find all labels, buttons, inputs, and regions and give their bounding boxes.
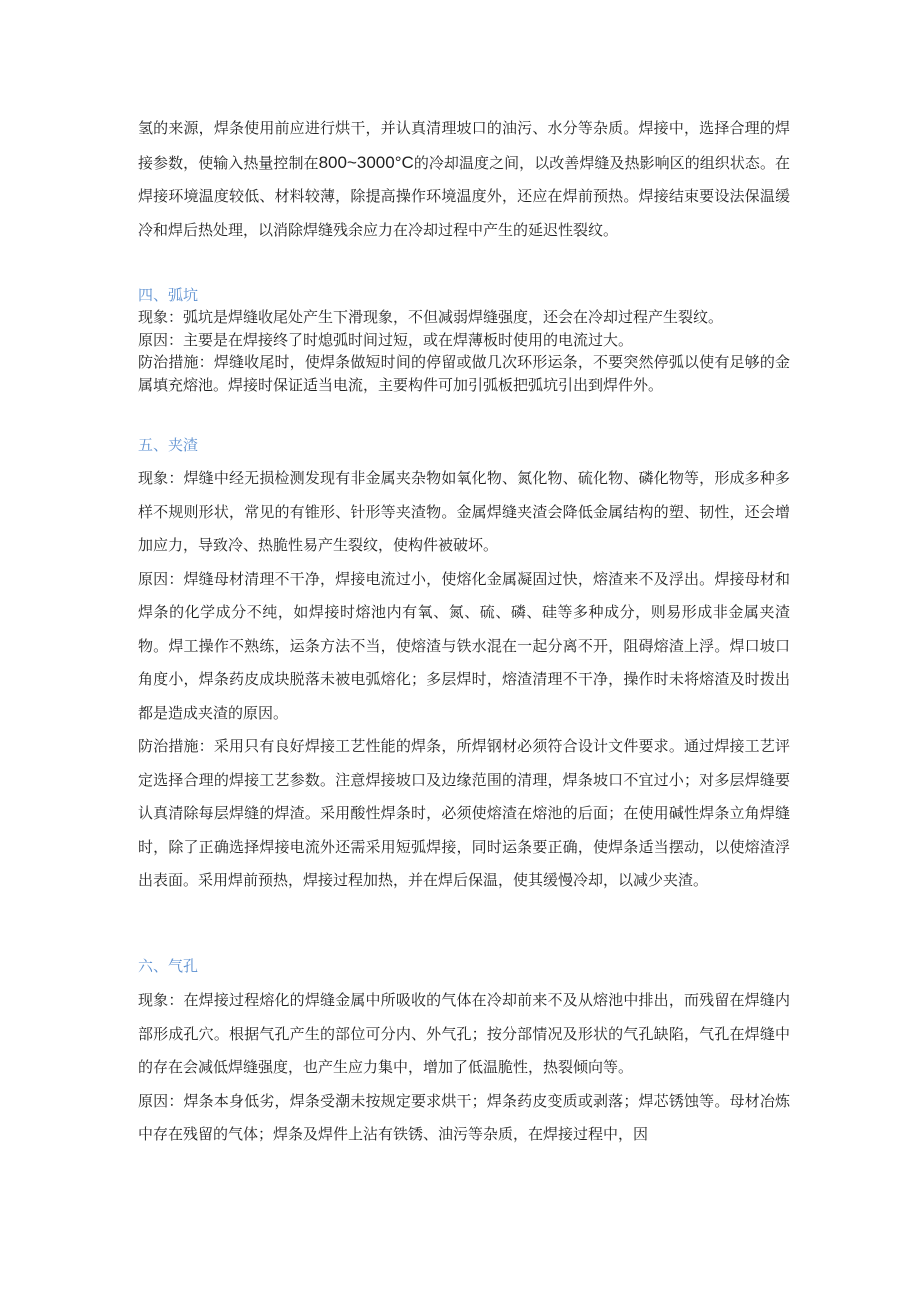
section-heading-arc-crater: 四、弧坑 [138,286,199,304]
temperature-range: 800~3000°C [318,152,414,172]
slag-inclusion-prevention: 防治措施：采用只有良好焊接工艺性能的焊条，所焊钢材必须符合设计文件要求。通过焊接工艺评定选择合理的焊接工艺参数。注意焊接坡口及边缘范围的清理，焊条坡口不宜过小；对多层焊缝要认真清除每层焊缝的焊渣。采用酸性焊条时，必须使熔渣在熔池的后面；在使用碱性焊条立角焊缝时，除了正确选择焊接电流外还需采用短弧焊接，同时运条要正确，使焊条适当摆动，以使熔渣浮出表面。采用焊前预热，焊接过程加热，并在焊后保温，使其缓慢冷却，以减少夹渣。 [138,737,790,889]
porosity-cause: 原因：焊条本身低劣，焊条受潮未按规定要求烘干；焊条药皮变质或剥落；焊芯锈蚀等。母材冶炼中存在残留的气体；焊条及焊件上沾有铁锈、油污等杂质，在焊接过程中，因 [138,1091,790,1143]
intro-text-b: 的冷却温度之间，以改善焊缝及热影响区的组织状态。在焊接环境温度较低、材料较薄，除提高操作环境温度外，还应在焊前预热。焊接结束要设法保温缓冷和焊后热处理，以消除焊缝残余应力在冷却过程中产生的延迟性裂纹。 [138,153,790,239]
section-arc-crater [138,284,790,396]
section-slag-inclusion [138,434,790,456]
arc-crater-prevention: 防治措施：焊缝收尾时，使焊条做短时间的停留或做几次环形运条，不要突然停弧以使有足够的金属填充熔池。焊接时保证适当电流，主要构件可加引弧板把弧坑引出到焊件外。 [138,353,790,394]
slag-inclusion-phenomenon: 现象：焊缝中经无损检测发现有非金属夹杂物如氧化物、氮化物、硫化物、磷化物等，形成多种多样不规则形状，常见的有锥形、针形等夹渣物。金属焊缝夹渣会降低金属结构的塑、韧性，还会增加应力，导致冷、热脆性易产生裂纹，使构件被破坏。 [138,469,790,554]
arc-crater-cause: 原因：主要是在焊接终了时熄弧时间过短，或在焊薄板时使用的电流过大。 [138,330,634,349]
intro-text-a: 氢的来源，焊条使用前应进行烘干，并认真清理坡口的油污、水分等杂质。焊接中，选择合理的焊接参数，使输入热量控制在 [138,119,790,172]
slag-inclusion-body [138,462,790,898]
porosity-body [138,984,790,1152]
section-porosity [138,955,790,977]
section-heading-slag-inclusion: 五、夹渣 [138,436,199,454]
arc-crater-phenomenon: 现象：弧坑是焊缝收尾处产生下滑现象，不但减弱焊缝强度，还会在冷却过程产生裂纹。 [138,308,724,326]
intro-paragraph-block [138,112,790,247]
intro-paragraph [138,112,790,247]
section-heading-porosity: 六、气孔 [138,957,199,975]
porosity-phenomenon: 现象：在焊接过程熔化的焊缝金属中所吸收的气体在冷却前来不及从熔池中排出，而残留在焊缝内部形成孔穴。根据气孔产生的部位可分内、外气孔；按分部情况及形状的气孔缺陷，气孔在焊缝中的存在会减低焊缝强度，也产生应力集中，增加了低温脆性，热裂倾向等。 [138,991,790,1076]
slag-inclusion-cause: 原因：焊缝母材清理不干净，焊接电流过小，使熔化金属凝固过快，熔渣来不及浮出。焊接母材和焊条的化学成分不纯，如焊接时熔池内有氧、氮、硫、磷、硅等多种成分，则易形成非金属夹渣物。焊工操作不熟练，运条方法不当，使熔渣与铁水混在一起分离不开，阻碍熔渣上浮。焊口坡口角度小，焊条药皮成块脱落未被电弧熔化；多层焊时，熔渣清理不干净，操作时未将熔渣及时拨出都是造成夹渣的原因。 [138,569,790,722]
